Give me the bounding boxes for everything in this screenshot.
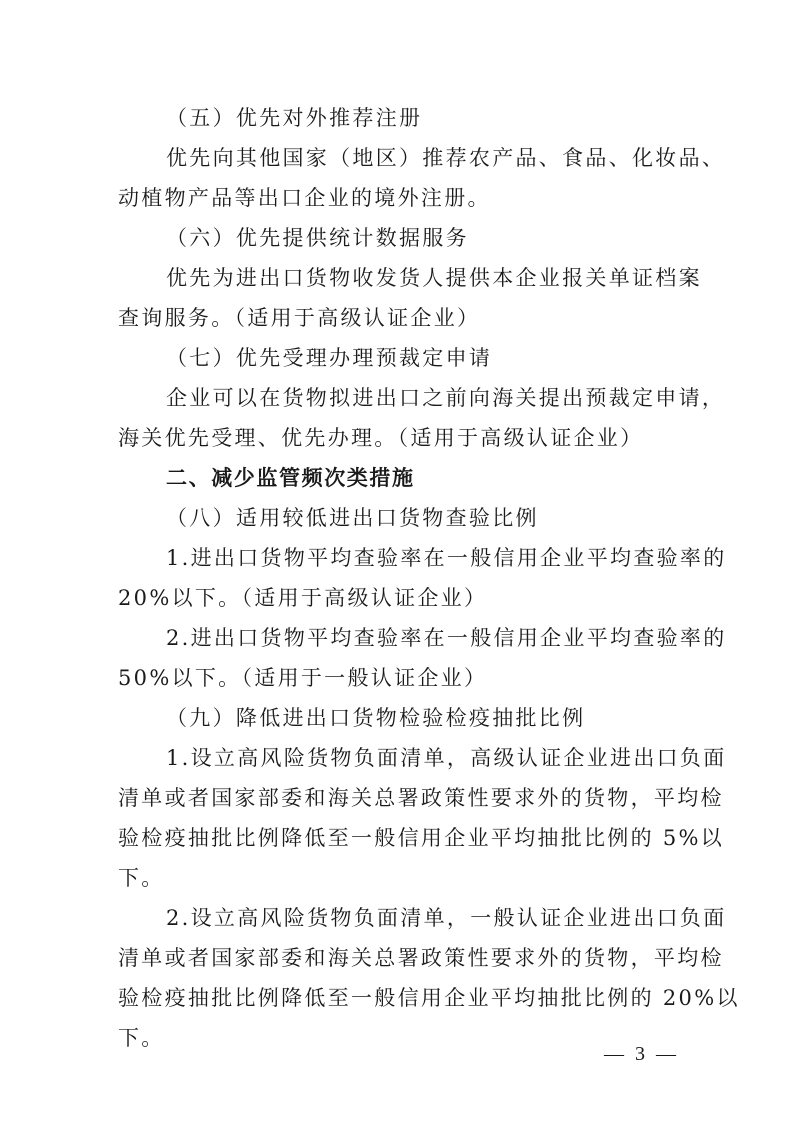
paragraph-line: 2.设立高风险货物负面清单，一般认证企业进出口负面 <box>166 906 727 930</box>
chapter-heading-2: 二、减少监管频次类措施 <box>166 466 415 490</box>
paragraph-line: 1.进出口货物平均查验率在一般信用企业平均查验率的 <box>166 546 727 570</box>
paragraph-line: 2.进出口货物平均查验率在一般信用企业平均查验率的 <box>166 626 727 650</box>
paragraph-line: 下。 <box>118 866 165 890</box>
section-heading-5: （五）优先对外推荐注册 <box>166 106 423 130</box>
paragraph-line: 动植物产品等出口企业的境外注册。 <box>118 186 491 210</box>
paragraph-line: 20%以下。（适用于高级认证企业） <box>118 586 488 610</box>
paragraph-line: 企业可以在货物拟进出口之前向海关提出预裁定申请， <box>166 386 726 410</box>
paragraph-line: 验检疫抽批比例降低至一般信用企业平均抽批比例的 5%以 <box>118 826 725 850</box>
paragraph-line: 验检疫抽批比例降低至一般信用企业平均抽批比例的 20%以 <box>118 986 740 1010</box>
section-heading-7: （七）优先受理办理预裁定申请 <box>166 346 493 370</box>
paragraph-line: 50%以下。（适用于一般认证企业） <box>118 666 488 690</box>
paragraph-line: 优先为进出口货物收发货人提供本企业报关单证档案 <box>166 266 702 290</box>
paragraph-line: 下。 <box>118 1026 165 1050</box>
paragraph-line: 海关优先受理、优先办理。（适用于高级认证企业） <box>118 426 644 450</box>
page-number: — 3 — <box>604 1043 679 1065</box>
paragraph-line: 1.设立高风险货物负面清单，高级认证企业进出口负面 <box>166 746 727 770</box>
paragraph-line: 优先向其他国家（地区）推荐农产品、食品、化妆品、 <box>166 146 726 170</box>
section-heading-6: （六）优先提供统计数据服务 <box>166 226 469 250</box>
section-heading-8: （八）适用较低进出口货物查验比例 <box>166 506 539 530</box>
paragraph-line: 清单或者国家部委和海关总署政策性要求外的货物，平均检 <box>118 786 724 810</box>
paragraph-line: 清单或者国家部委和海关总署政策性要求外的货物，平均检 <box>118 946 724 970</box>
paragraph-line: 查询服务。（适用于高级认证企业） <box>118 306 481 330</box>
section-heading-9: （九）降低进出口货物检验检疫抽批比例 <box>166 706 586 730</box>
